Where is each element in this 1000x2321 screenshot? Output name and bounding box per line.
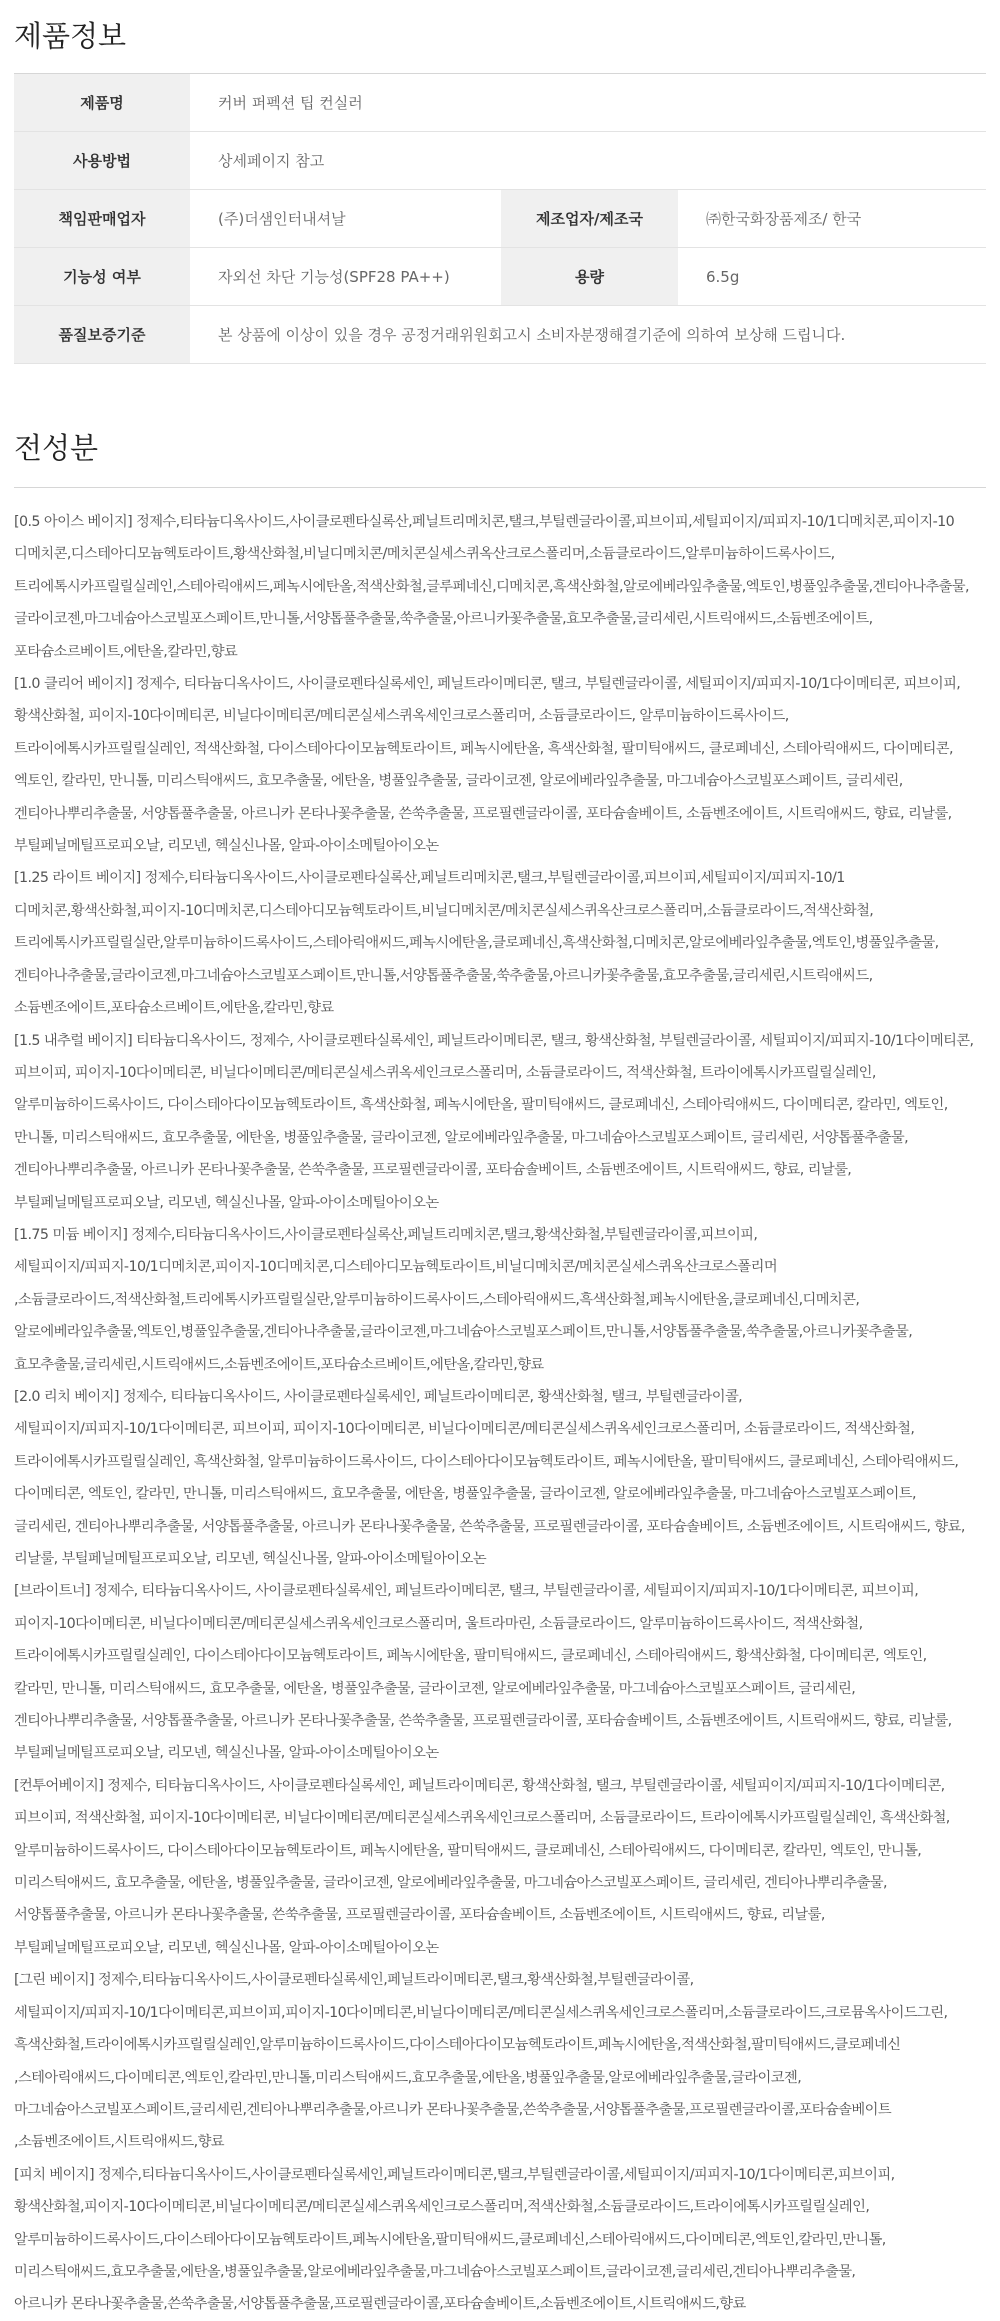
ingredient-line: 피브이피, 적색산화철, 피이지-10다이메티콘, 비닐다이메티콘/메티콘실세스퀴옥세인크로스폴리머, 소듐클로라이드, 트라이에톡시카프릴릴실레인, 흑색산화철,: [14, 1810, 950, 1827]
ingredient-line: [2.0 리치 베이지] 정제수, 티타늄디옥사이드, 사이클로펜타실록세인, 페닐트라이메티콘, 황색산화철, 탤크, 부틸렌글라이콜,: [14, 1388, 743, 1405]
ingredient-line: 소듐벤조에이트,포타슘소르베이트,에탄올,칼라민,향료: [14, 1000, 334, 1017]
ingredient-line: 알루미늄하이드록사이드, 다이스테아다이모늄헥토라이트, 페녹시에탄올, 팔미틱애씨드, 클로페네신, 스테아릭애씨드, 다이메티콘, 칼라민, 엑토인, 만니톨,: [14, 1842, 922, 1859]
ingredient-line: [1.75 미듐 베이지] 정제수,티타늄디옥사이드,사이클로펜타실록산,페닐트리메치콘,탤크,황색산화철,부틸렌글라이콜,피브이피,: [14, 1226, 758, 1243]
ingredient-line: 미리스틱애씨드, 효모추출물, 에탄올, 병풀잎추출물, 글라이코젠, 알로에베라잎추출물, 마그네슘아스코빌포스페이트, 글리세린, 겐티아나뿌리추출물,: [14, 1875, 887, 1892]
ingredient-line: 엑토인, 칼라민, 만니톨, 미리스틱애씨드, 효모추출물, 에탄올, 병풀잎추출물, 글라이코젠, 알로에베라잎추출물, 마그네슘아스코빌포스페이트, 글리세린,: [14, 773, 903, 790]
info-value: ㈜한국화장품제조/ 한국: [678, 190, 986, 248]
ingredient-line: 다이메티콘, 엑토인, 칼라민, 만니톨, 미리스틱애씨드, 효모추출물, 에탄올, 병풀잎추출물, 글라이코젠, 알로에베라잎추출물, 마그네슘아스코빌포스페이트,: [14, 1486, 916, 1503]
ingredient-line: 피브이피, 피이지-10다이메티콘, 비닐다이메티콘/메티콘실세스퀴옥세인크로스폴리머, 소듐클로라이드, 적색산화철, 트라이에톡시카프릴릴실레인,: [14, 1064, 876, 1081]
info-label: 기능성 여부: [14, 248, 190, 306]
ingredient-line: [피치 베이지] 정제수,티타늄디옥사이드,사이클로펜타실록세인,페닐트라이메티콘,탤크,부틸렌글라이콜,세틸피이지/피피지-10/1다이메티콘,피브이피,: [14, 2166, 895, 2183]
info-label: 책임판매업자: [14, 190, 190, 248]
ingredients-header: [14, 410, 986, 488]
info-row-quality: [14, 306, 986, 364]
ingredient-line: [0.5 아이스 베이지] 정제수,티타늄디옥사이드,사이클로펜타실록산,페닐트리메치콘,탤크,부틸렌글라이콜,피브이피,세틸피이지/피피지-10/1디메치콘,피이지-10: [14, 514, 955, 530]
product-info-header: [14, 0, 986, 74]
info-row-seller: [14, 190, 986, 248]
ingredient-line: 리날룰, 부틸페닐메틸프로피오날, 리모넨, 헥실신나몰, 알파-아이소메틸아이오논: [14, 1551, 487, 1567]
ingredient-line: 겐티아나뿌리추출물, 아르니카 몬타나꽃추출물, 쓴쑥추출물, 프로필렌글라이콜, 포타슘솔베이트, 소듐벤조에이트, 시트릭애씨드, 향료, 리날룰,: [14, 1162, 852, 1179]
ingredient-line: 겐티아나추출물,글라이코젠,마그네슘아스코빌포스페이트,만니톨,서양톱풀추출물,쑥추출물,아르니카꽃추출물,효모추출물,글리세린,시트릭애씨드,: [14, 967, 873, 984]
ingredient-line: 흑색산화철,트라이에톡시카프릴릴실레인,알루미늄하이드록사이드,다이스테아다이모늄헥토라이트,페녹시에탄올,적색산화철,팔미틱애씨드,클로페네신: [14, 2037, 901, 2054]
ingredient-line: 부틸페닐메틸프로피오날, 리모넨, 헥실신나몰, 알파-아이소메틸아이오논: [14, 1939, 439, 1956]
ingredient-line: 글리세린, 겐티아나뿌리추출물, 서양톱풀추출물, 아르니카 몬타나꽃추출물, 쓴쑥추출물, 프로필렌글라이콜, 포타슘솔베이트, 소듐벤조에이트, 시트릭애씨드, 향료,: [14, 1518, 965, 1535]
ingredients-title: 전성분: [14, 431, 99, 465]
info-label: 제품명: [14, 74, 190, 132]
ingredient-line: 겐티아나뿌리추출물, 서양톱풀추출물, 아르니카 몬타나꽃추출물, 쓴쑥추출물, 프로필렌글라이콜, 포타슘솔베이트, 소듐벤조에이트, 시트릭애씨드, 향료, 리날룰,: [14, 1713, 952, 1730]
ingredient-line: 트라이에톡시카프릴릴실레인, 적색산화철, 다이스테아다이모늄헥토라이트, 페녹시에탄올, 흑색산화철, 팔미틱애씨드, 클로페네신, 스테아릭애씨드, 다이메티콘,: [14, 740, 953, 757]
ingredient-line: 디메치콘,황색산화철,피이지-10디메치콘,디스테아디모늄헥토라이트,비닐디메치콘/메치콘실세스퀴옥산크로스폴리머,소듐클로라이드,적색산화철,: [14, 902, 874, 919]
ingredient-line: 마그네슘아스코빌포스페이트,글리세린,겐티아나뿌리추출물,아르니카 몬타나꽃추출물,쓴쑥추출물,서양톱풀추출물,프로필렌글라이콜,포타슘솔베이트: [14, 2101, 892, 2118]
info-label: 품질보증기준: [14, 306, 190, 364]
ingredient-line: 황색산화철, 피이지-10다이메티콘, 비닐다이메티콘/메티콘실세스퀴옥세인크로스폴리머, 소듐클로라이드, 알루미늄하이드록사이드,: [14, 708, 789, 725]
ingredient-line: [브라이트너] 정제수, 티타늄디옥사이드, 사이클로펜타실록세인, 페닐트라이메티콘, 탤크, 부틸렌글라이콜, 세틸피이지/피피지-10/1다이메티콘, 피브이피,: [14, 1583, 919, 1600]
ingredient-line: 트라이에톡시카프릴릴실레인, 다이스테아다이모늄헥토라이트, 페녹시에탄올, 팔미틱애씨드, 클로페네신, 스테아릭애씨드, 황색산화철, 다이메티콘, 엑토인,: [14, 1648, 927, 1665]
ingredient-line: 알루미늄하이드록사이드,다이스테아다이모늄헥토라이트,페녹시에탄올,팔미틱애씨드,클로페네신,스테아릭애씨드,다이메티콘,엑토인,칼라민,만니톨,: [14, 2231, 886, 2248]
ingredient-line: 황색산화철,피이지-10다이메티콘,비닐다이메티콘/메티콘실세스퀴옥세인크로스폴리머,적색산화철,소듐클로라이드,트라이에톡시카프릴릴실레인,: [14, 2199, 870, 2216]
ingredient-line: [컨투어베이지] 정제수, 티타늄디옥사이드, 사이클로펜타실록세인, 페닐트라이메티콘, 황색산화철, 탤크, 부틸렌글라이콜, 세틸피이지/피피지-10/1다이메티콘,: [14, 1777, 945, 1794]
ingredient-line: 알루미늄하이드록사이드, 다이스테아다이모늄헥토라이트, 흑색산화철, 페녹시에탄올, 팔미틱애씨드, 클로페네신, 스테아릭애씨드, 다이메티콘, 칼라민, 엑토인,: [14, 1097, 948, 1114]
ingredient-line: ,소듐벤조에이트,시트릭애씨드,향료: [14, 2134, 224, 2151]
info-value: (주)더샘인터내셔날: [190, 190, 501, 248]
info-row-product-name: [14, 74, 986, 132]
ingredient-line: 세틸피이지/피피지-10/1다이메티콘, 피브이피, 피이지-10다이메티콘, 비닐다이메티콘/메티콘실세스퀴옥세인크로스폴리머, 소듐클로라이드, 적색산화철,: [14, 1421, 915, 1438]
ingredients-list: [14, 506, 986, 2321]
ingredient-line: 글라이코젠,마그네슘아스코빌포스페이트,만니톨,서양톱풀추출물,쑥추출물,아르니카꽃추출물,효모추출물,글리세린,시트릭애씨드,소듐벤조에이트,: [14, 611, 873, 628]
product-info-table: [14, 74, 986, 364]
info-value: 6.5g: [678, 248, 986, 306]
info-row-usage: [14, 132, 986, 190]
ingredient-line: 알로에베라잎추출물,엑토인,병풀잎추출물,겐티아나추출물,글라이코젠,마그네슘아스코빌포스페이트,만니톨,서양톱풀추출물,쑥추출물,아르니카꽃추출물,: [14, 1324, 913, 1341]
ingredient-line: 트라이에톡시카프릴릴실레인, 흑색산화철, 알루미늄하이드록사이드, 다이스테아다이모늄헥토라이트, 페녹시에탄올, 팔미틱애씨드, 클로페네신, 스테아릭애씨드,: [14, 1453, 959, 1470]
ingredient-line: 트리에톡시카프릴릴실레인,스테아릭애씨드,페녹시에탄올,적색산화철,글루페네신,디메치콘,흑색산화철,알로에베라잎추출물,엑토인,병풀잎추출물,겐티아나추출물,: [14, 578, 969, 595]
ingredient-line: 서양톱풀추출물, 아르니카 몬타나꽃추출물, 쓴쑥추출물, 프로필렌글라이콜, 포타슘솔베이트, 소듐벤조에이트, 시트릭애씨드, 향료, 리날룰,: [14, 1907, 825, 1924]
ingredient-line: 아르니카 몬타나꽃추출물,쓴쑥추출물,서양톱풀추출물,프로필렌글라이콜,포타슘솔베이트,소듐벤조에이트,시트릭애씨드,향료: [14, 2296, 746, 2313]
info-row-function: [14, 248, 986, 306]
info-value: 커버 퍼펙션 팁 컨실러: [190, 74, 986, 132]
ingredient-line: 겐티아나뿌리추출물, 서양톱풀추출물, 아르니카 몬타나꽃추출물, 쓴쑥추출물, 프로필렌글라이콜, 포타슘솔베이트, 소듐벤조에이트, 시트릭애씨드, 향료, 리날룰,: [14, 805, 952, 822]
ingredient-line: 만니톨, 미리스틱애씨드, 효모추출물, 에탄올, 병풀잎추출물, 글라이코젠, 알로에베라잎추출물, 마그네슘아스코빌포스페이트, 글리세린, 서양톱풀추출물,: [14, 1129, 909, 1146]
ingredient-line: 포타슘소르베이트,에탄올,칼라민,향료: [14, 643, 238, 660]
ingredient-line: 피이지-10다이메티콘, 비닐다이메티콘/메티콘실세스퀴옥세인크로스폴리머, 울트라마린, 소듐클로라이드, 알루미늄하이드록사이드, 적색산화철,: [14, 1615, 863, 1632]
ingredient-line: ,스테아릭애씨드,다이메티콘,엑토인,칼라민,만니톨,미리스틱애씨드,효모추출물,에탄올,병풀잎추출물,알로에베라잎추출물,글라이코젠,: [14, 2069, 802, 2086]
info-value: 상세페이지 참고: [190, 132, 986, 190]
ingredient-line: 부틸페닐메틸프로피오날, 리모넨, 헥실신나몰, 알파-아이소메틸아이오논: [14, 838, 439, 855]
ingredient-line: [1.25 라이트 베이지] 정제수,티타늄디옥사이드,사이클로펜타실록산,페닐트리메치콘,탤크,부틸렌글라이콜,피브이피,세틸피이지/피피지-10/1: [14, 870, 845, 887]
ingredient-line: 미리스틱애씨드,효모추출물,에탄올,병풀잎추출물,알로에베라잎추출물,마그네슘아스코빌포스페이트,글라이코젠,글리세린,겐티아나뿌리추출물,: [14, 2263, 856, 2280]
product-info-title: 제품정보: [14, 19, 127, 53]
info-label: 용량: [501, 248, 678, 306]
ingredient-line: [1.5 내추럴 베이지] 티타늄디옥사이드, 정제수, 사이클로펜타실록세인, 페닐트라이메티콘, 탤크, 황색산화철, 부틸렌글라이콜, 세틸피이지/피피지-10/1다이메티콘,: [14, 1032, 974, 1049]
ingredient-line: 세틸피이지/피피지-10/1디메치콘,피이지-10디메치콘,디스테아디모늄헥토라이트,비닐디메치콘/메치콘실세스퀴옥산크로스폴리머: [14, 1259, 778, 1276]
info-label: 제조업자/제조국: [501, 190, 678, 248]
ingredient-line: 칼라민, 만니톨, 미리스틱애씨드, 효모추출물, 에탄올, 병풀잎추출물, 글라이코젠, 알로에베라잎추출물, 마그네슘아스코빌포스페이트, 글리세린,: [14, 1680, 856, 1697]
ingredient-line: 효모추출물,글리세린,시트릭애씨드,소듐벤조에이트,포타슘소르베이트,에탄올,칼라민,향료: [14, 1356, 544, 1373]
info-label: 사용방법: [14, 132, 190, 190]
ingredient-line: 디메치콘,디스테아디모늄헥토라이트,황색산화철,비닐디메치콘/메치콘실세스퀴옥산크로스폴리머,소듐클로라이드,알루미늄하이드록사이드,: [14, 546, 835, 563]
info-value: 자외선 차단 기능성(SPF28 PA++): [190, 248, 501, 306]
ingredient-line: 트리에톡시카프릴릴실란,알루미늄하이드록사이드,스테아릭애씨드,페녹시에탄올,클로페네신,흑색산화철,디메치콘,알로에베라잎추출물,엑토인,병풀잎추출물,: [14, 935, 939, 952]
ingredient-line: [1.0 클리어 베이지] 정제수, 티타늄디옥사이드, 사이클로펜타실록세인, 페닐트라이메티콘, 탤크, 부틸렌글라이콜, 세틸피이지/피피지-10/1다이메티콘, 피브이피,: [14, 676, 961, 693]
ingredient-line: ,소듐클로라이드,적색산화철,트리에톡시카프릴릴실란,알루미늄하이드록사이드,스테아릭애씨드,흑색산화철,페녹시에탄올,클로페네신,디메치콘,: [14, 1291, 860, 1308]
info-value: 본 상품에 이상이 있을 경우 공정거래위원회고시 소비자분쟁해결기준에 의하여 보상해 드립니다.: [190, 306, 986, 364]
ingredient-line: 세틸피이지/피피지-10/1다이메티콘,피브이피,피이지-10다이메티콘,비닐다이메티콘/메티콘실세스퀴옥세인크로스폴리머,소듐클로라이드,크로뮴옥사이드그린,: [14, 2004, 948, 2021]
ingredient-line: 부틸페닐메틸프로피오날, 리모넨, 헥실신나몰, 알파-아이소메틸아이오논: [14, 1194, 439, 1211]
ingredient-line: [그린 베이지] 정제수,티타늄디옥사이드,사이클로펜타실록세인,페닐트라이메티콘,탤크,황색산화철,부틸렌글라이콜,: [14, 1972, 694, 1989]
ingredient-line: 부틸페닐메틸프로피오날, 리모넨, 헥실신나몰, 알파-아이소메틸아이오논: [14, 1745, 439, 1762]
